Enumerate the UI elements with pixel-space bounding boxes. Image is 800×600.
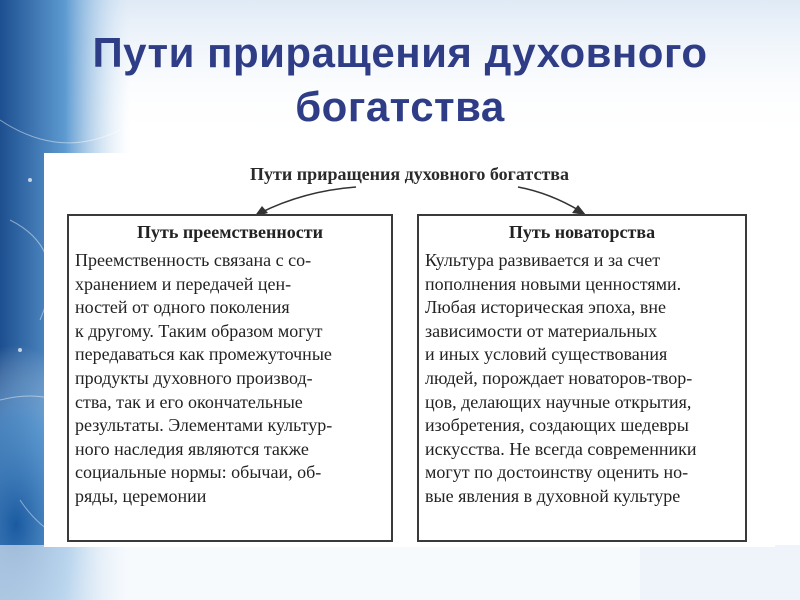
text-line: людей, порождает новаторов-твор- [425,367,693,388]
text-line: продукты духовного производ- [75,367,313,388]
box-innovation [417,214,747,542]
text-line: ряды, церемонии [75,485,207,506]
text-line: цов, делающих научные открытия, [425,391,692,412]
text-line: передаваться как промежуточные [75,344,332,365]
text-line: ства, так и его окончательные [75,391,303,412]
slide-title [0,26,800,134]
text-line: ного наследия являются также [75,438,309,459]
box-continuity-title: Путь преемственности [137,222,323,242]
box-continuity [67,214,393,542]
text-line: Культура развивается и за счет [425,250,661,270]
text-line: вые явления в духовной культуре [425,485,681,506]
text-line: искусства. Не всегда современники [425,438,697,459]
box-innovation-text [419,243,745,509]
text-line: ностей от одного поколения [75,297,290,318]
box-continuity-text [69,243,391,509]
slide-title-line2: богатства [295,83,505,130]
text-line: социальные нормы: обычаи, об- [75,462,322,483]
text-line: изобретения, создающих шедевры [425,415,689,436]
text-line: к другому. Таким образом могут [75,320,323,341]
text-line: могут по достоинству оценить но- [425,462,689,483]
text-line: результаты. Элементами культур- [75,415,333,436]
text-line: Любая историческая эпоха, вне [425,297,666,318]
scheme-heading: Пути приращения духовного богатства [249,164,570,184]
text-line: пополнения новыми ценностями. [425,273,682,294]
slide-title-line1: Пути приращения духовного [92,29,708,76]
text-line: хранением и передачей цен- [75,273,292,294]
text-line: и иных условий существования [425,344,668,365]
scheme-image [44,153,775,547]
text-line: зависимости от материальных [425,320,658,341]
text-line: Преемственность связана с со- [75,250,312,270]
box-innovation-title: Путь новаторства [508,222,656,242]
